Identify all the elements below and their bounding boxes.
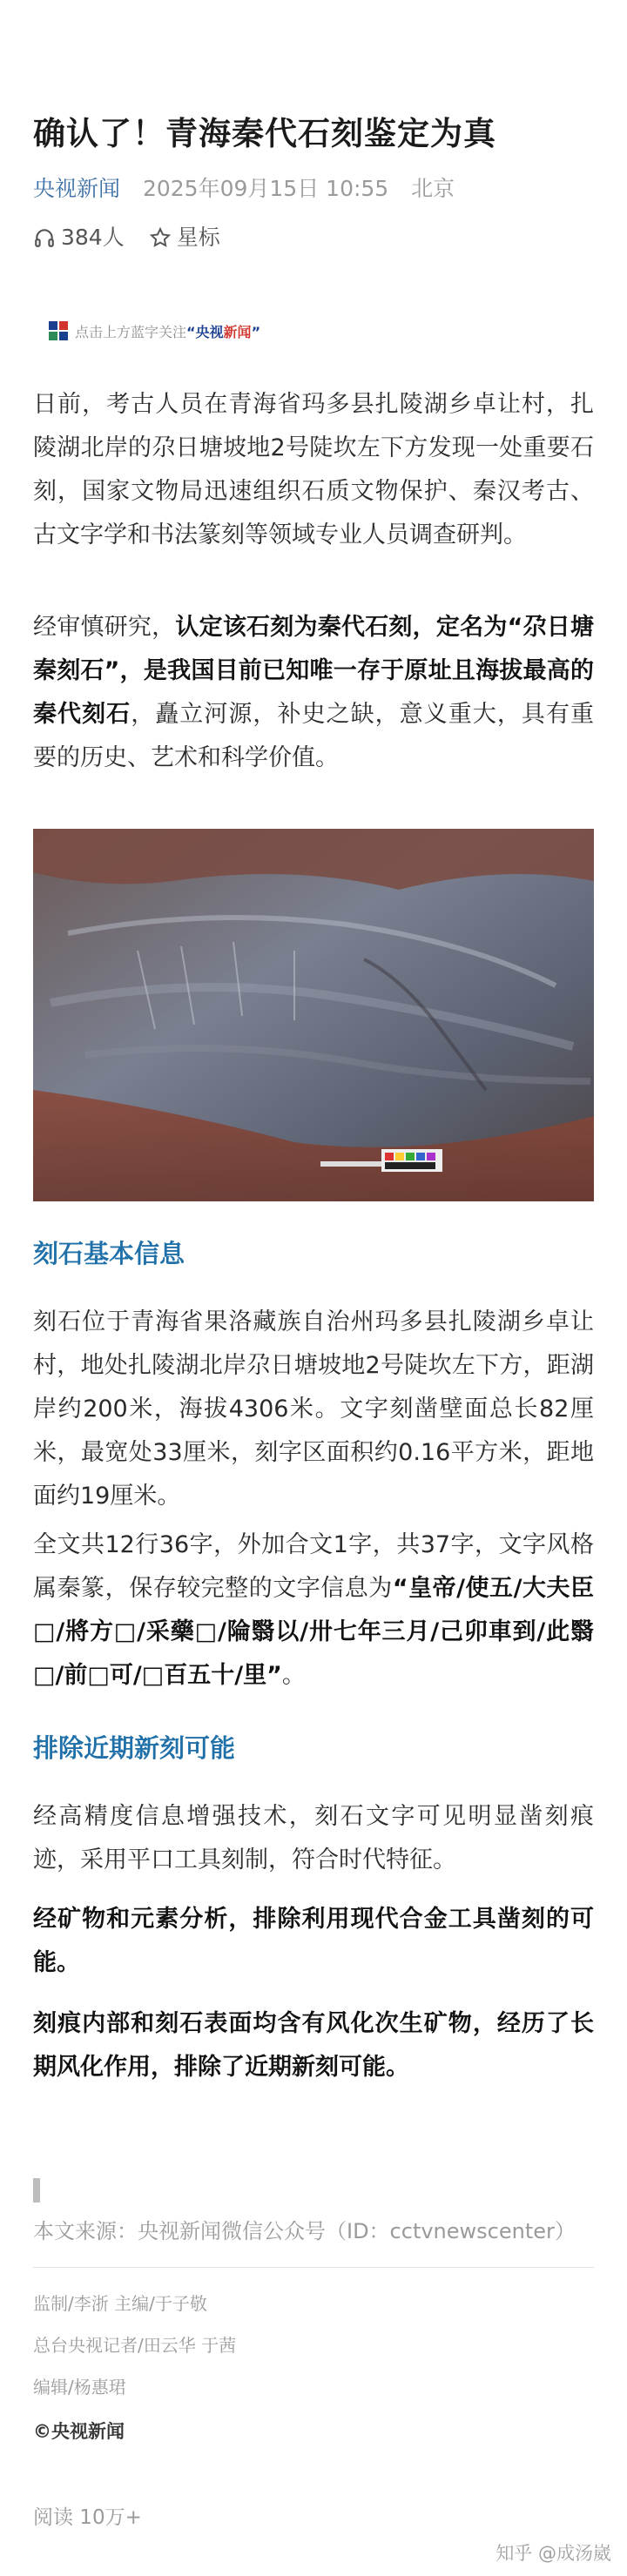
read-count: 阅读 10万+ [33, 2506, 142, 2529]
zhihu-watermark: 知乎 @成汤崴 [496, 2543, 611, 2564]
credit-supervisor: 监制/李浙 主编/于子敬 [33, 2293, 207, 2314]
paragraph-inscription: 全文共12行36字，外加合文1字，共37字，文字风格属秦篆，保存较完整的文字信息为“皇帝/使五/大夫臣□/將方□/采藥□/陯翳以/卅七年三月/己卯車到/此翳□/前□可/□百五十/里”。 [33, 1531, 595, 1689]
credit-reporters: 总台央视记者/田云华 于茜 [33, 2335, 237, 2356]
star-icon[interactable] [149, 226, 172, 249]
publish-date: 2025年09月15日 10:55 [142, 176, 389, 201]
listen-count: 384人 [61, 225, 125, 250]
publish-location: 北京 [411, 176, 455, 201]
copyright: ©央视新闻 [33, 2421, 125, 2442]
section-heading-exclusion: 排除近期新刻可能 [33, 1733, 236, 1763]
stone-carving-photo [33, 829, 594, 1201]
article-meta [33, 174, 455, 204]
star-label[interactable]: 星标 [176, 225, 220, 250]
paragraph-conclusion: 经审慎研究，认定该石刻为秦代石刻，定名为“尕日塘秦刻石”，是我国目前已知唯一存于原址且海拔最高的秦代刻石，矗立河源，补史之缺，意义重大，具有重要的历史、艺术和科学价值。 [33, 614, 595, 771]
source-note: 本文来源：央视新闻微信公众号（ID：cctvnewscenter） [33, 2171, 594, 2251]
article-title: 确认了！青海秦代石刻鉴定为真 [33, 115, 496, 152]
follow-text: 点击上方蓝字关注 [75, 323, 187, 340]
footer-divider [33, 2267, 594, 2268]
paragraph-intro: 日前，考古人员在青海省玛多县扎陵湖乡卓让村，扎陵湖北岸的尕日塘坡地2号陡坎左下方发现一处重要石刻，国家文物局迅速组织石质文物保护、秦汉考古、古文字学和书法篆刻等领域专业人员调查研判。 [33, 391, 594, 548]
paragraph-weathering: 刻痕内部和刻石表面均含有风化次生矿物，经历了长期风化作用，排除了近期新刻可能。 [33, 2010, 594, 2081]
brand-name: “央视新闻” [186, 323, 261, 340]
paragraph-technique: 经高精度信息增强技术，刻石文字可见明显凿刻痕迹，采用平口工具刻制，符合时代特征。 [33, 1803, 594, 1873]
article-stats [33, 223, 220, 252]
source-link[interactable]: 央视新闻 [33, 176, 121, 201]
paragraph-mineral: 经矿物和元素分析，排除利用现代合金工具凿刻的可能。 [33, 1906, 594, 1976]
stone-carving-image [33, 829, 594, 1201]
follow-banner[interactable] [47, 319, 260, 343]
headphones-icon[interactable] [33, 226, 56, 249]
quote-bar [33, 2178, 40, 2203]
section-heading-basic-info: 刻石基本信息 [33, 1239, 185, 1268]
cctv-logo-icon [47, 319, 70, 342]
paragraph-location: 刻石位于青海省果洛藏族自治州玛多县扎陵湖乡卓让村，地处扎陵湖北岸尕日塘坡地2号陡坎左下方，距湖岸约200米，海拔4306米。文字刻凿壁面总长82厘米，最宽处33厘米，刻字区面积约0.16平方米，距地面约19厘米。 [33, 1308, 594, 1510]
credit-editor: 编辑/杨惠珺 [33, 2377, 126, 2398]
